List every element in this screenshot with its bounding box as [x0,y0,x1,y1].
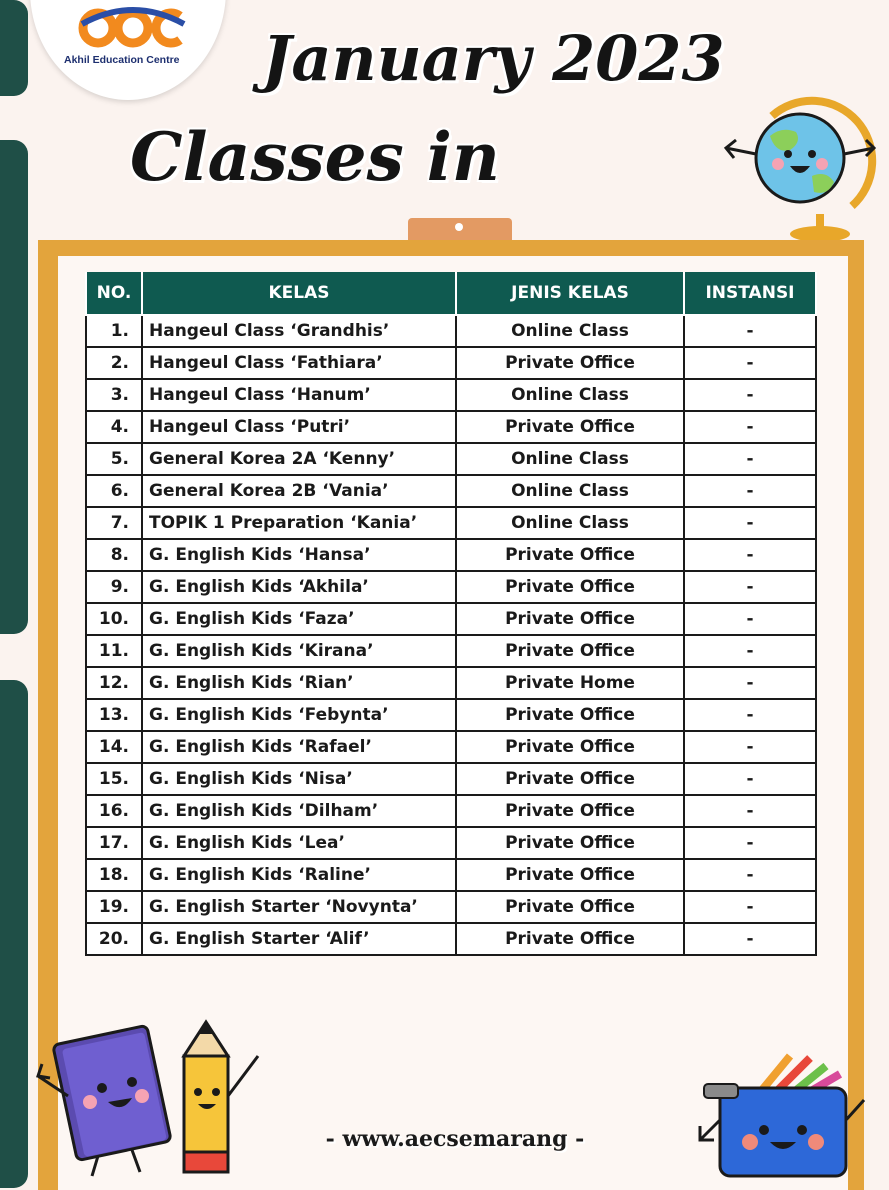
aec-logo-icon [78,2,188,50]
table-row [86,347,816,379]
institution-cell: - [684,507,816,539]
pencil-mascot-icon [184,1022,258,1172]
institution-cell: - [684,571,816,603]
row-number-cell: 11. [86,635,142,667]
class-type-cell: Private Office [456,923,684,955]
table-row [86,923,816,955]
book-mascot-icon [38,1025,171,1176]
page-title-classes: Classes in [130,118,500,196]
institution-cell: - [684,827,816,859]
row-number-cell: 20. [86,923,142,955]
row-number-cell: 19. [86,891,142,923]
institution-cell: - [684,379,816,411]
row-number-cell: 5. [86,443,142,475]
class-type-cell: Private Office [456,699,684,731]
book-and-pencil-mascot-icon [28,1016,268,1186]
class-type-cell: Online Class [456,379,684,411]
row-number-cell: 15. [86,763,142,795]
row-number-cell: 7. [86,507,142,539]
table-row [86,379,816,411]
class-type-cell: Private Office [456,859,684,891]
institution-cell: - [684,731,816,763]
table-body [86,315,816,955]
table-header-row [86,272,816,315]
class-name-cell: G. English Kids ‘Rafael’ [142,731,456,763]
table-row [86,635,816,667]
row-number-cell: 2. [86,347,142,379]
institution-cell: - [684,795,816,827]
row-number-cell: 12. [86,667,142,699]
row-number-cell: 17. [86,827,142,859]
institution-cell: - [684,411,816,443]
row-number-cell: 4. [86,411,142,443]
table-row [86,859,816,891]
clipboard-clip-hole [455,223,463,231]
row-number-cell: 6. [86,475,142,507]
class-name-cell: G. English Kids ‘Faza’ [142,603,456,635]
class-type-cell: Private Office [456,891,684,923]
row-number-cell: 13. [86,699,142,731]
row-number-cell: 18. [86,859,142,891]
institution-cell: - [684,347,816,379]
class-type-cell: Private Office [456,635,684,667]
class-name-cell: G. English Kids ‘Akhila’ [142,571,456,603]
side-tab [0,140,28,634]
row-number-cell: 9. [86,571,142,603]
class-name-cell: Hangeul Class ‘Hanum’ [142,379,456,411]
institution-cell: - [684,443,816,475]
row-number-cell: 16. [86,795,142,827]
class-type-cell: Private Office [456,411,684,443]
institution-cell: - [684,891,816,923]
table-row [86,603,816,635]
class-type-cell: Online Class [456,443,684,475]
table-row [86,443,816,475]
class-name-cell: General Korea 2A ‘Kenny’ [142,443,456,475]
row-number-cell: 8. [86,539,142,571]
side-tab [0,0,28,96]
table-row [86,475,816,507]
institution-cell: - [684,315,816,347]
table-row [86,891,816,923]
class-name-cell: G. English Kids ‘Rian’ [142,667,456,699]
institution-cell: - [684,539,816,571]
table-row [86,411,816,443]
class-type-cell: Private Office [456,347,684,379]
class-name-cell: G. English Kids ‘Febynta’ [142,699,456,731]
column-header-jenis-kelas: JENIS KELAS [456,272,684,315]
institution-cell: - [684,763,816,795]
class-name-cell: TOPIK 1 Preparation ‘Kania’ [142,507,456,539]
column-header-kelas: KELAS [142,272,456,315]
table-row [86,731,816,763]
class-name-cell: General Korea 2B ‘Vania’ [142,475,456,507]
institution-cell: - [684,603,816,635]
class-name-cell: G. English Kids ‘Nisa’ [142,763,456,795]
pencil-case-mascot-icon [690,1050,870,1186]
class-name-cell: G. English Kids ‘Kirana’ [142,635,456,667]
logo-mark [78,2,188,50]
class-name-cell: Hangeul Class ‘Grandhis’ [142,315,456,347]
class-type-cell: Private Home [456,667,684,699]
logo-name: Akhil Education Centre [64,54,180,66]
institution-cell: - [684,475,816,507]
table-row [86,763,816,795]
table-row [86,667,816,699]
table-row [86,827,816,859]
institution-cell: - [684,699,816,731]
table-row [86,315,816,347]
row-number-cell: 14. [86,731,142,763]
class-name-cell: G. English Kids ‘Lea’ [142,827,456,859]
class-name-cell: G. English Starter ‘Novynta’ [142,891,456,923]
class-name-cell: Hangeul Class ‘Putri’ [142,411,456,443]
column-header-instansi: INSTANSI [684,272,816,315]
class-type-cell: Private Office [456,539,684,571]
table-row [86,795,816,827]
class-name-cell: G. English Kids ‘Hansa’ [142,539,456,571]
class-type-cell: Private Office [456,603,684,635]
class-type-cell: Private Office [456,795,684,827]
class-type-cell: Private Office [456,827,684,859]
table-row [86,539,816,571]
class-type-cell: Private Office [456,571,684,603]
page-title-month: January 2023 [262,22,725,95]
class-type-cell: Private Office [456,763,684,795]
table-row [86,507,816,539]
side-tab [0,680,28,1188]
class-type-cell: Online Class [456,315,684,347]
institution-cell: - [684,923,816,955]
table-row [86,571,816,603]
globe-mascot-icon [712,96,882,246]
row-number-cell: 3. [86,379,142,411]
table-row [86,699,816,731]
class-name-cell: G. English Kids ‘Raline’ [142,859,456,891]
column-header-no: NO. [86,272,142,315]
row-number-cell: 1. [86,315,142,347]
class-name-cell: Hangeul Class ‘Fathiara’ [142,347,456,379]
class-schedule-table [85,272,817,956]
class-type-cell: Private Office [456,731,684,763]
institution-cell: - [684,859,816,891]
class-name-cell: G. English Kids ‘Dilham’ [142,795,456,827]
class-name-cell: G. English Starter ‘Alif’ [142,923,456,955]
class-type-cell: Online Class [456,475,684,507]
class-type-cell: Online Class [456,507,684,539]
institution-cell: - [684,635,816,667]
website-footer[interactable]: - www.aecsemarang - [325,1126,585,1152]
institution-cell: - [684,667,816,699]
row-number-cell: 10. [86,603,142,635]
